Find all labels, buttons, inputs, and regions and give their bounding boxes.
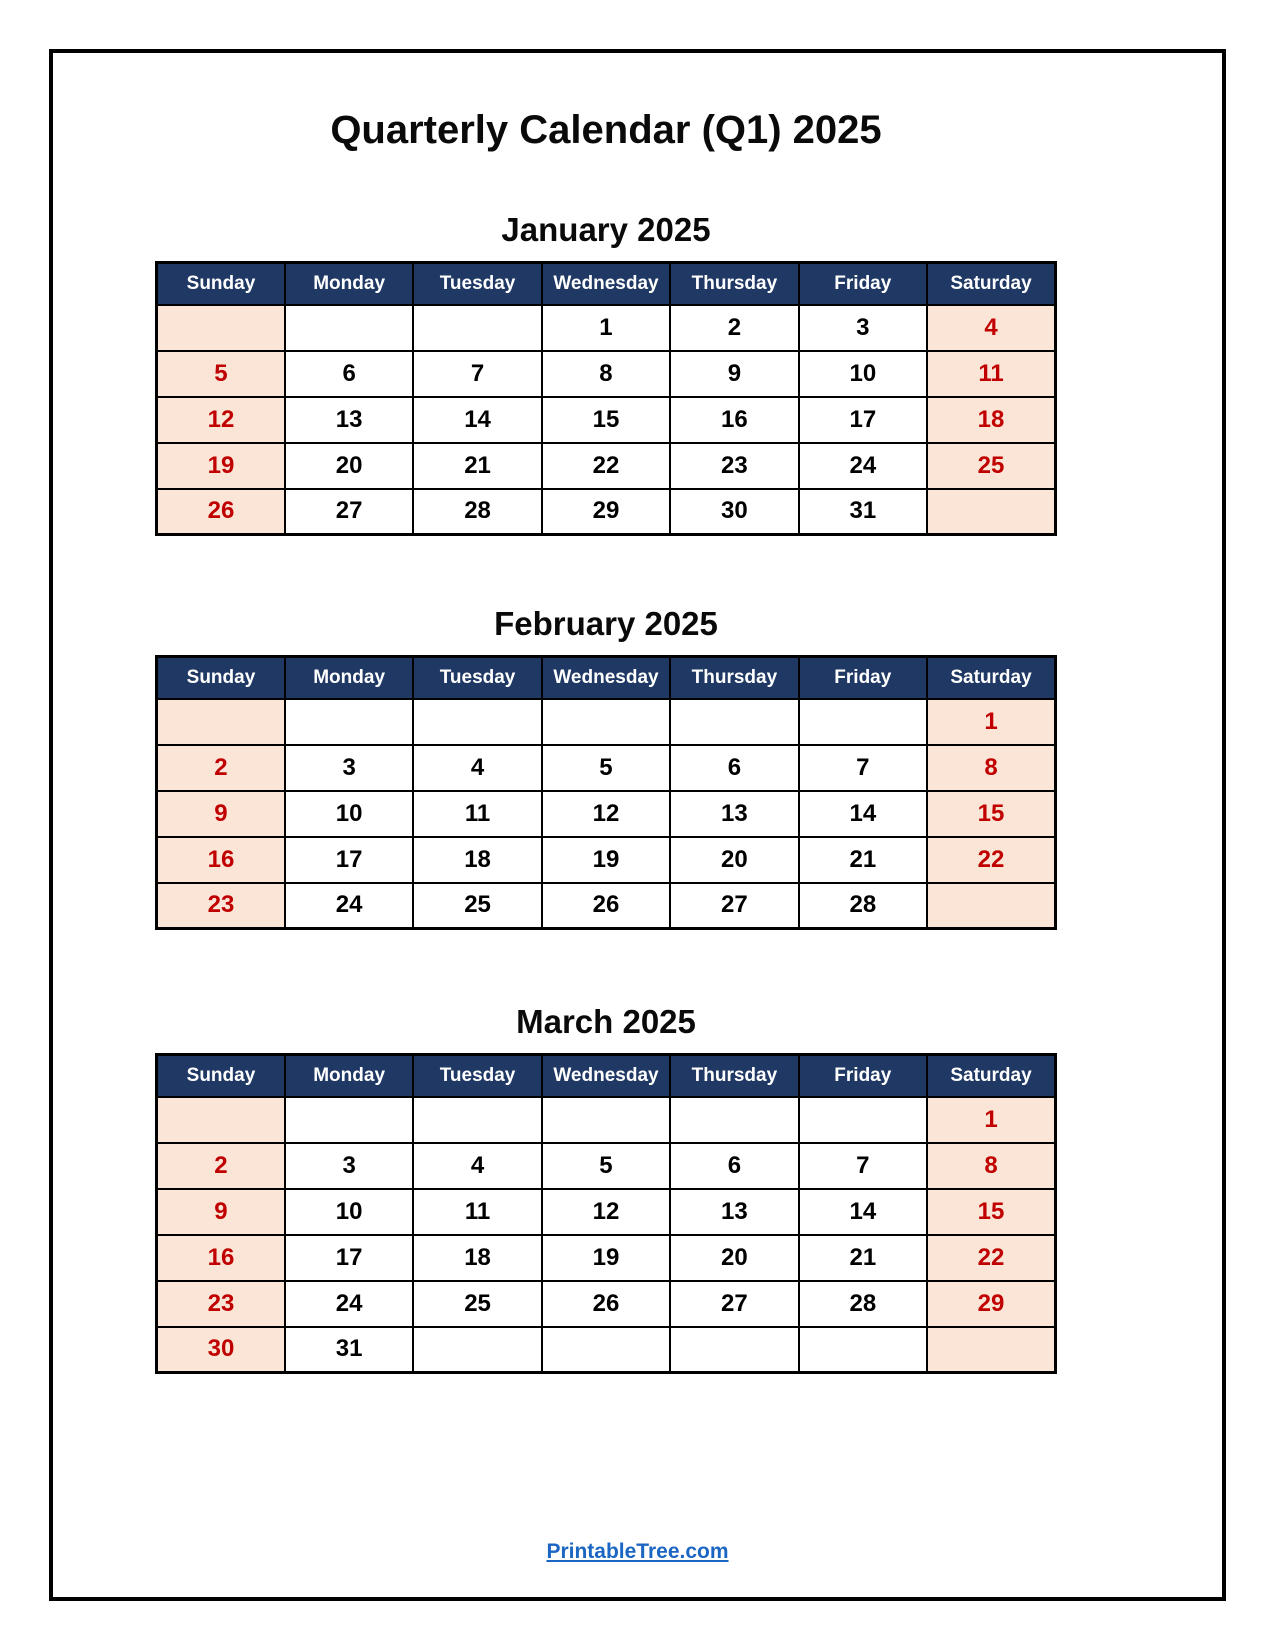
weekday-header-thursday: Thursday	[670, 657, 798, 699]
day-cell: 4	[413, 745, 541, 791]
day-cell: 25	[413, 883, 541, 929]
day-cell: 4	[413, 1143, 541, 1189]
day-cell	[285, 305, 413, 351]
weekday-header-wednesday: Wednesday	[542, 1055, 670, 1097]
day-cell: 14	[799, 791, 927, 837]
day-cell: 9	[157, 1189, 285, 1235]
weekday-header-monday: Monday	[285, 657, 413, 699]
day-cell	[285, 1097, 413, 1143]
day-cell: 12	[542, 1189, 670, 1235]
day-cell: 16	[157, 837, 285, 883]
day-cell	[670, 1327, 798, 1373]
day-cell	[413, 1097, 541, 1143]
day-cell: 29	[927, 1281, 1055, 1327]
day-cell: 24	[799, 443, 927, 489]
day-cell	[799, 699, 927, 745]
weekday-header-row	[157, 1055, 1056, 1097]
day-cell: 10	[285, 791, 413, 837]
january-calendar-table	[155, 261, 1057, 536]
day-cell: 27	[285, 489, 413, 535]
weekday-header-friday: Friday	[799, 1055, 927, 1097]
day-cell: 27	[670, 1281, 798, 1327]
weekday-header-wednesday: Wednesday	[542, 657, 670, 699]
calendar-week-row	[157, 883, 1056, 929]
day-cell: 14	[413, 397, 541, 443]
calendar-week-row	[157, 351, 1056, 397]
day-cell: 25	[413, 1281, 541, 1327]
weekday-header-sunday: Sunday	[157, 657, 285, 699]
weekday-header-saturday: Saturday	[927, 263, 1055, 305]
weekday-header-row	[157, 657, 1056, 699]
day-cell	[927, 883, 1055, 929]
weekday-header-monday: Monday	[285, 1055, 413, 1097]
weekday-header-friday: Friday	[799, 657, 927, 699]
month-title-january: January 2025	[501, 211, 711, 248]
day-cell: 25	[927, 443, 1055, 489]
day-cell: 17	[799, 397, 927, 443]
weekday-header-thursday: Thursday	[670, 1055, 798, 1097]
day-cell	[927, 1327, 1055, 1373]
day-cell: 10	[799, 351, 927, 397]
month-title-march: March 2025	[516, 1003, 696, 1040]
day-cell: 28	[413, 489, 541, 535]
day-cell	[799, 1327, 927, 1373]
day-cell: 22	[542, 443, 670, 489]
day-cell: 17	[285, 837, 413, 883]
day-cell: 13	[670, 791, 798, 837]
day-cell: 29	[542, 489, 670, 535]
weekday-header-sunday: Sunday	[157, 1055, 285, 1097]
footer	[0, 1540, 1275, 1564]
day-cell: 16	[157, 1235, 285, 1281]
day-cell: 15	[542, 397, 670, 443]
day-cell	[927, 489, 1055, 535]
weekday-header-thursday: Thursday	[670, 263, 798, 305]
calendar-week-row	[157, 397, 1056, 443]
day-cell: 24	[285, 883, 413, 929]
weekday-header-monday: Monday	[285, 263, 413, 305]
day-cell: 9	[670, 351, 798, 397]
day-cell: 1	[927, 1097, 1055, 1143]
day-cell: 30	[670, 489, 798, 535]
weekday-header-sunday: Sunday	[157, 263, 285, 305]
day-cell: 23	[157, 883, 285, 929]
day-cell: 22	[927, 1235, 1055, 1281]
february-calendar-table	[155, 655, 1057, 930]
day-cell: 8	[927, 1143, 1055, 1189]
day-cell	[413, 1327, 541, 1373]
day-cell: 8	[927, 745, 1055, 791]
day-cell: 30	[157, 1327, 285, 1373]
day-cell: 26	[542, 883, 670, 929]
weekday-header-friday: Friday	[799, 263, 927, 305]
day-cell: 24	[285, 1281, 413, 1327]
day-cell: 16	[670, 397, 798, 443]
calendar-week-row	[157, 791, 1056, 837]
day-cell: 23	[157, 1281, 285, 1327]
day-cell: 6	[285, 351, 413, 397]
day-cell: 21	[799, 1235, 927, 1281]
day-cell: 6	[670, 745, 798, 791]
weekday-header-tuesday: Tuesday	[413, 1055, 541, 1097]
day-cell: 5	[542, 1143, 670, 1189]
day-cell: 31	[285, 1327, 413, 1373]
day-cell: 1	[927, 699, 1055, 745]
day-cell: 11	[413, 791, 541, 837]
weekday-header-row	[157, 263, 1056, 305]
weekday-header-saturday: Saturday	[927, 1055, 1055, 1097]
day-cell	[157, 699, 285, 745]
day-cell: 18	[413, 1235, 541, 1281]
day-cell: 31	[799, 489, 927, 535]
day-cell: 27	[670, 883, 798, 929]
day-cell: 20	[670, 837, 798, 883]
month-title-february: February 2025	[494, 605, 718, 642]
day-cell: 14	[799, 1189, 927, 1235]
calendar-week-row	[157, 745, 1056, 791]
weekday-header-saturday: Saturday	[927, 657, 1055, 699]
day-cell: 28	[799, 1281, 927, 1327]
day-cell: 5	[542, 745, 670, 791]
day-cell: 13	[285, 397, 413, 443]
day-cell: 2	[157, 745, 285, 791]
weekday-header-wednesday: Wednesday	[542, 263, 670, 305]
weekday-header-tuesday: Tuesday	[413, 657, 541, 699]
day-cell	[670, 699, 798, 745]
day-cell: 12	[542, 791, 670, 837]
calendar-week-row	[157, 1281, 1056, 1327]
calendar-week-row	[157, 1327, 1056, 1373]
day-cell: 3	[799, 305, 927, 351]
day-cell	[413, 305, 541, 351]
calendar-week-row	[157, 443, 1056, 489]
day-cell: 12	[157, 397, 285, 443]
day-cell: 7	[799, 1143, 927, 1189]
day-cell: 3	[285, 745, 413, 791]
day-cell: 17	[285, 1235, 413, 1281]
day-cell	[542, 1327, 670, 1373]
day-cell: 9	[157, 791, 285, 837]
day-cell: 18	[927, 397, 1055, 443]
day-cell: 20	[285, 443, 413, 489]
day-cell: 1	[542, 305, 670, 351]
day-cell: 21	[799, 837, 927, 883]
day-cell	[157, 1097, 285, 1143]
day-cell	[285, 699, 413, 745]
day-cell: 26	[157, 489, 285, 535]
day-cell: 8	[542, 351, 670, 397]
day-cell	[542, 1097, 670, 1143]
day-cell	[413, 699, 541, 745]
calendar-week-row	[157, 837, 1056, 883]
day-cell: 7	[799, 745, 927, 791]
day-cell: 20	[670, 1235, 798, 1281]
calendar-week-row	[157, 305, 1056, 351]
day-cell: 11	[413, 1189, 541, 1235]
day-cell: 15	[927, 1189, 1055, 1235]
march-calendar-table	[155, 1053, 1057, 1374]
day-cell	[542, 699, 670, 745]
page-title: Quarterly Calendar (Q1) 2025	[330, 108, 882, 152]
day-cell: 6	[670, 1143, 798, 1189]
day-cell: 18	[413, 837, 541, 883]
calendar-page	[155, 0, 1057, 1374]
day-cell	[157, 305, 285, 351]
day-cell: 11	[927, 351, 1055, 397]
calendar-week-row	[157, 1097, 1056, 1143]
printabletree-link[interactable]: PrintableTree.com	[546, 1540, 729, 1563]
day-cell: 3	[285, 1143, 413, 1189]
day-cell	[670, 1097, 798, 1143]
day-cell: 4	[927, 305, 1055, 351]
calendar-week-row	[157, 1189, 1056, 1235]
calendar-week-row	[157, 1235, 1056, 1281]
day-cell: 22	[927, 837, 1055, 883]
day-cell: 7	[413, 351, 541, 397]
day-cell: 2	[157, 1143, 285, 1189]
calendar-week-row	[157, 1143, 1056, 1189]
day-cell	[799, 1097, 927, 1143]
day-cell: 19	[542, 1235, 670, 1281]
day-cell: 13	[670, 1189, 798, 1235]
day-cell: 26	[542, 1281, 670, 1327]
day-cell: 23	[670, 443, 798, 489]
day-cell: 21	[413, 443, 541, 489]
day-cell: 15	[927, 791, 1055, 837]
calendar-week-row	[157, 699, 1056, 745]
day-cell: 2	[670, 305, 798, 351]
day-cell: 28	[799, 883, 927, 929]
day-cell: 10	[285, 1189, 413, 1235]
weekday-header-tuesday: Tuesday	[413, 263, 541, 305]
calendar-week-row	[157, 489, 1056, 535]
day-cell: 5	[157, 351, 285, 397]
day-cell: 19	[542, 837, 670, 883]
day-cell: 19	[157, 443, 285, 489]
